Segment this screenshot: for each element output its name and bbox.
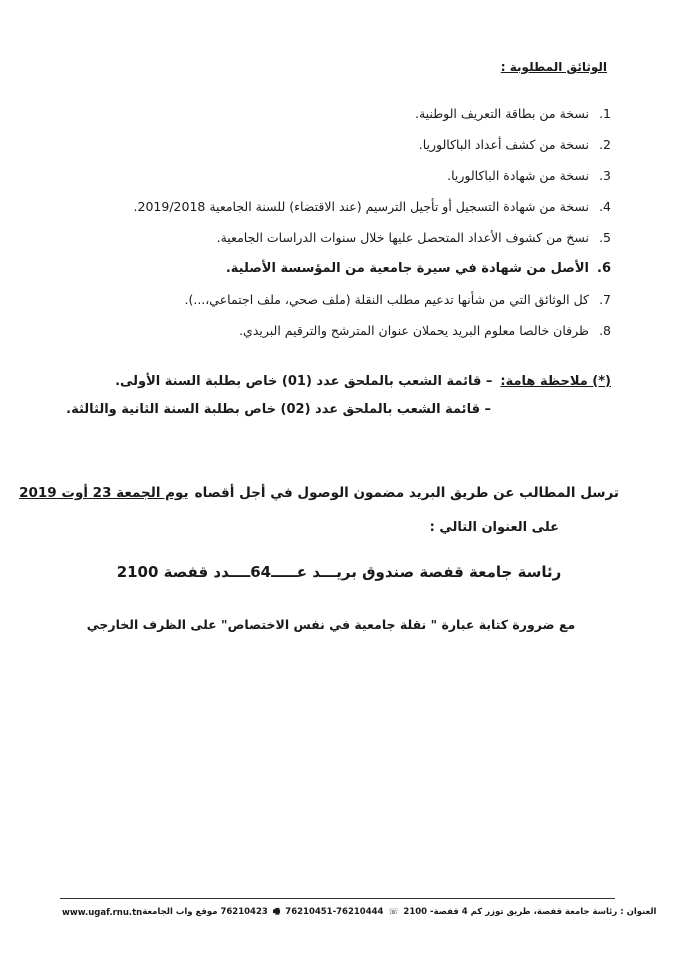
note-line-first (51, 367, 611, 395)
list-item-text: نسخة من شهادة الباكالوريا. (447, 168, 589, 183)
list-item-text: الأصل من شهادة في سيرة جامعية من المؤسسة الأصلية. (225, 261, 589, 276)
fax-icon: 🖷 (272, 907, 281, 916)
footer-website-url[interactable]: www.ugaf.rnu.tn (62, 908, 143, 918)
required-documents-heading: الوثائق المطلوبة : (500, 60, 607, 74)
submission-text: ترسل المطالب عن طريق البريد مضمون الوصول في أجل أقصاه (194, 485, 619, 501)
list-item-number: 7. (599, 292, 611, 307)
list-item-number: 1. (599, 106, 611, 121)
list-item (71, 191, 611, 222)
footer (62, 905, 657, 921)
list-item-text: نسخة من كشف أعداد الباكالوريا. (418, 137, 589, 152)
footer-divider (60, 898, 615, 899)
list-item (71, 222, 611, 253)
submission-deadline: يوم الجمعة 23 أوت 2019 (19, 485, 189, 501)
list-item (71, 129, 611, 160)
postal-address: رئاسة جامعة قفصة صندوق بريـــد عـــــ64ــــدد قفصة 2100 (116, 563, 562, 581)
submission-instructions (19, 476, 619, 544)
footer-site-label: موقع واب الجامعة (142, 907, 218, 917)
list-item-number: 6. (597, 261, 611, 276)
important-note (51, 367, 611, 423)
footer-fax: 76210423 (220, 907, 268, 917)
required-documents-list (71, 98, 611, 346)
footer-contact-info (142, 906, 656, 920)
footer-address: العنوان : رئاسة جامعة قفصة، طريق توزر كم 4 قفصة- 2100 (403, 907, 657, 917)
note-label: (*) ملاحظة هامة: (500, 373, 611, 389)
list-item (71, 253, 611, 284)
address-label: على العنوان التالي : (429, 519, 559, 535)
list-item-text: كل الوثائق التي من شأنها تدعيم مطلب النقلة (ملف صحي، ملف اجتماعي،...). (184, 292, 589, 307)
list-item-text: ظرفان خالصا معلوم البريد يحملان عنوان المترشح والترقيم البريدي. (239, 323, 589, 338)
address-label-line (39, 510, 619, 544)
footer-phone: 76210444-76210451 (285, 907, 384, 917)
note-line-second (51, 395, 611, 423)
note-text-second-third-year: – قائمة الشعب بالملحق عدد (02) خاص بطلبة السنة الثانية والثالثة. (66, 401, 491, 417)
submission-line (19, 476, 619, 510)
list-item (71, 160, 611, 191)
list-item-number: 3. (599, 168, 611, 183)
list-item-number: 2. (599, 137, 611, 152)
list-item-text: نسخ من كشوف الأعداد المتحصل عليها خلال سنوات الدراسات الجامعية. (216, 230, 589, 245)
list-item (71, 315, 611, 346)
list-item-number: 8. (599, 323, 611, 338)
phone-icon: ☏ (388, 907, 399, 916)
envelope-mention: مع ضرورة كتابة عبارة " نقلة جامعية في نفس الاختصاص" على الظرف الخارجي (86, 617, 576, 632)
list-item (71, 284, 611, 315)
note-text-first-year: – قائمة الشعب بالملحق عدد (01) خاص بطلبة السنة الأولى. (115, 373, 493, 389)
list-item-number: 4. (599, 199, 611, 214)
list-item-number: 5. (599, 230, 611, 245)
list-item (71, 98, 611, 129)
list-item-text: نسخة من بطاقة التعريف الوطنية. (414, 106, 589, 121)
list-item-text: نسخة من شهادة التسجيل أو تأجيل الترسيم (عند الاقتضاء) للسنة الجامعية 2019/2018. (133, 199, 589, 214)
